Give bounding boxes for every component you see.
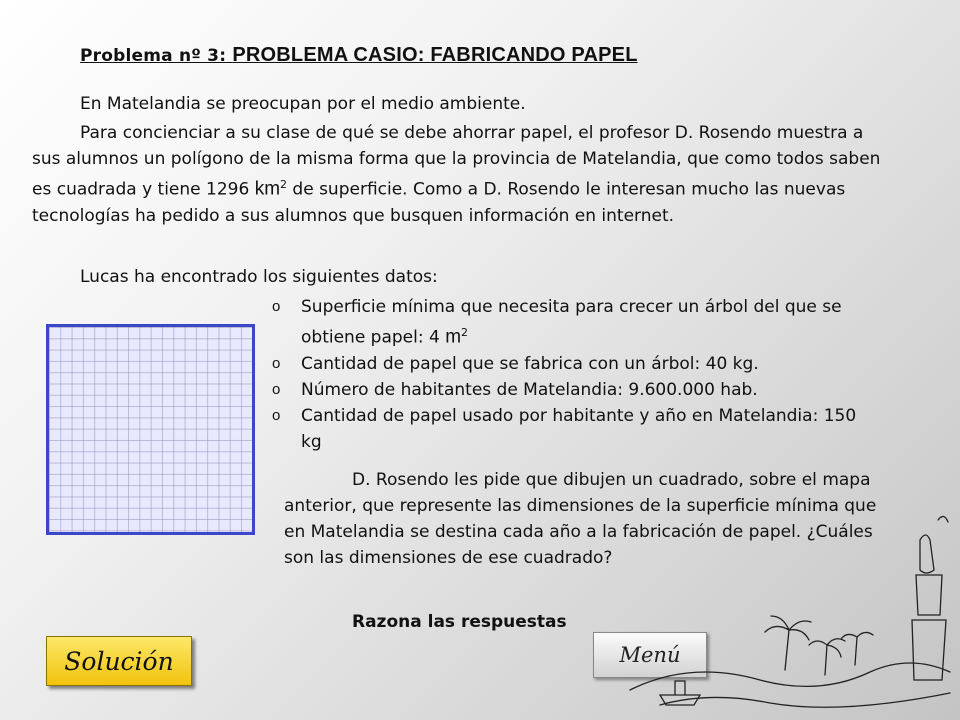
problem-label: Problema nº 3: [80,46,227,66]
seaside-sketch-decoration [620,500,960,720]
bullet-marker: o [272,406,281,424]
bullet-marker: o [272,354,281,372]
intro-paragraph: En Matelandia se preocupan por el medio ambiente. [80,94,526,114]
context-text-end: de superficie. Como a D. Rosendo le interesan mucho las nuevas tecnologías ha pedido a sus alumnos que busquen información en internet. [32,179,846,226]
list-item [272,351,872,377]
context-paragraph [32,120,892,229]
bullet-marker: o [272,380,281,398]
area-unit-exponent: 2 [280,178,288,191]
tree-area-exponent: 2 [461,326,469,339]
data-list [272,294,872,455]
context-text-start: Para concienciar a su clase de qué se debe ahorrar papel, el profesor D. Rosendo muestra a sus alumnos un polígono de la misma forma que la provincia de Matelandia, que como todos saben es cuadrada y tiene 1296 [32,123,881,200]
bullet-text: Superficie mínima que necesita para crecer un árbol del que se obtiene papel: 4 [301,297,842,348]
list-item [272,403,872,455]
question-paragraph: D. Rosendo les pide que dibujen un cuadrado, sobre el mapa anterior, que represente las dimensiones de la superficie mínima que en Matelandia se destina cada año a la fabricación de papel. ¿Cuáles son las dimensiones de ese cuadrado? [284,470,877,568]
area-unit: km [254,178,281,200]
instruction-text: Razona las respuestas [352,612,567,632]
data-intro: Lucas ha encontrado los siguientes datos: [80,267,438,287]
bullet-text: Número de habitantes de Matelandia: 9.600.000 hab. [301,379,758,400]
problem-heading: PROBLEMA CASIO: FABRICANDO PAPEL [232,44,638,66]
problem-title [80,44,638,67]
tree-area-unit: m [445,326,462,348]
bullet-marker: o [272,298,281,315]
list-item [272,294,872,351]
matelandia-map-grid [46,324,255,535]
bullet-text: Cantidad de papel que se fabrica con un árbol: 40 kg. [301,353,759,374]
list-item [272,377,872,403]
menu-button[interactable]: Menú [593,632,707,678]
solution-button[interactable]: Solución [46,636,192,686]
bullet-text: Cantidad de papel usado por habitante y año en Matelandia: 150 kg [301,405,857,452]
